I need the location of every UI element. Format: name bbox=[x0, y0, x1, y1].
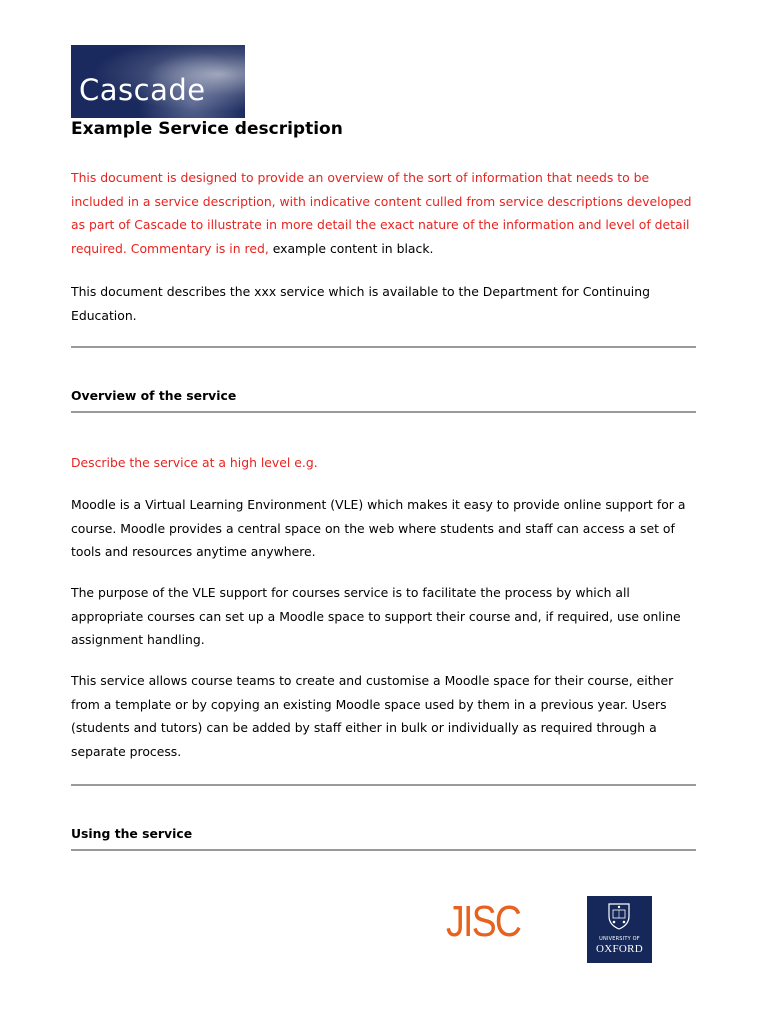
jisc-logo: JISC bbox=[446, 897, 521, 946]
divider bbox=[71, 411, 696, 413]
intro-paragraph bbox=[71, 166, 701, 260]
overview-instruction: Describe the service at a high level e.g. bbox=[71, 455, 318, 470]
oxford-crest-icon bbox=[607, 902, 631, 930]
divider bbox=[71, 784, 696, 786]
commentary-text: This document is designed to provide an overview of the sort of information that needs to be included in a service description, with indicative content culled from service descriptions developed as part of Cascade to illustrate in more detail the exact nature of the information and level of detail required. Commentary is in red, bbox=[71, 170, 692, 256]
service-description-paragraph: This document describes the xxx service which is available to the Department for Continuing Education. bbox=[71, 284, 650, 323]
overview-paragraph-1: Moodle is a Virtual Learning Environment (VLE) which makes it easy to provide online support for a course. Moodle provides a central space on the web where students and staff can access a set of tools and resources anytime anywhere. bbox=[71, 497, 686, 560]
divider bbox=[71, 849, 696, 851]
section-heading-overview: Overview of the service bbox=[71, 388, 237, 403]
overview-paragraph-3: This service allows course teams to create and customise a Moodle space for their course, either from a template or by copying an existing Moodle space used by them in a previous year. Users (students and tutors) can be added by staff either in bulk or individually as required through a separate process. bbox=[71, 673, 674, 759]
section-heading-using: Using the service bbox=[71, 826, 193, 841]
cascade-logo bbox=[71, 45, 245, 118]
oxford-logo bbox=[587, 896, 652, 963]
example-content-note: example content in black. bbox=[268, 240, 434, 256]
cascade-logo-text: Cascade bbox=[79, 73, 206, 107]
oxford-logo-top-text: UNIVERSITY OF bbox=[599, 936, 640, 942]
oxford-logo-bottom-text: OXFORD bbox=[595, 943, 644, 955]
page-title: Example Service description bbox=[71, 119, 343, 139]
overview-paragraph-2: The purpose of the VLE support for courses service is to facilitate the process by which all appropriate courses can set up a Moodle space to support their course and, if required, use online assignment handling. bbox=[71, 585, 681, 648]
divider bbox=[71, 346, 696, 348]
